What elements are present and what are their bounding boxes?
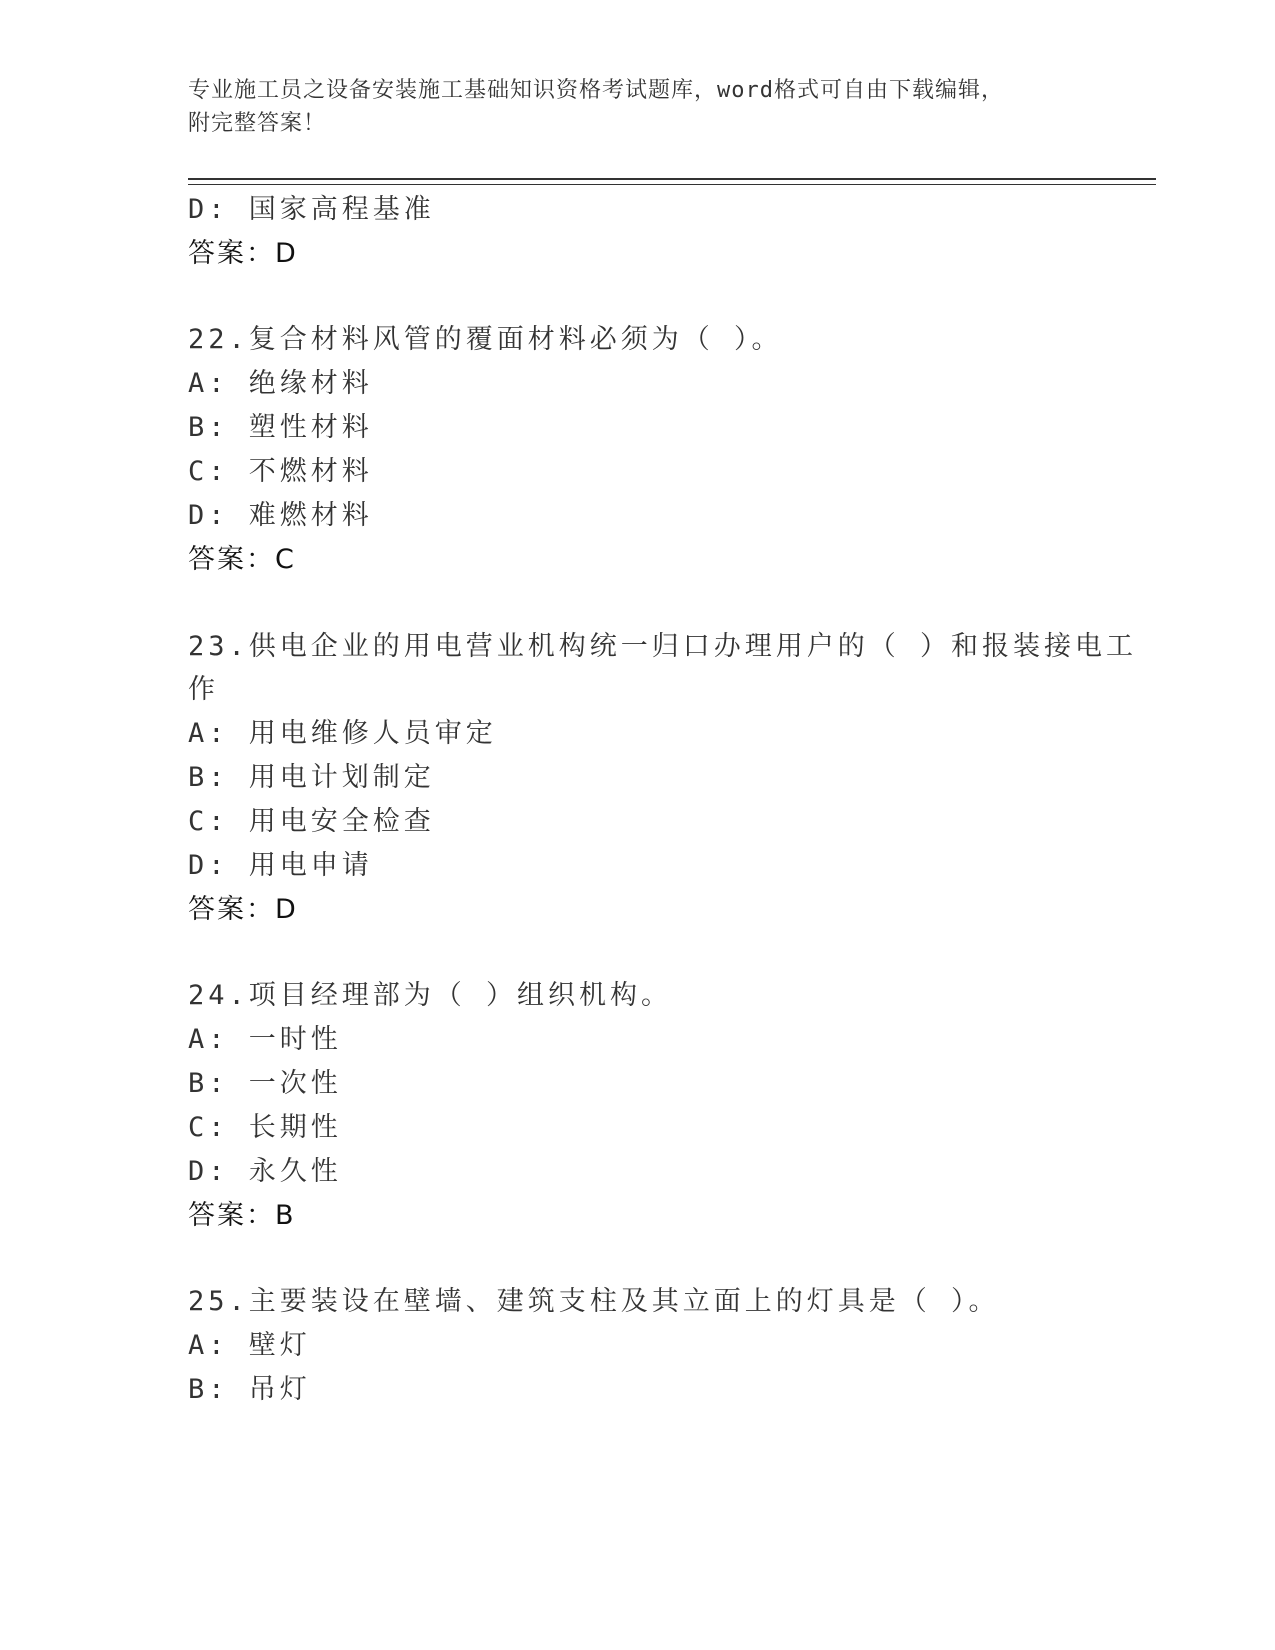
- q23-option-c: C: 用电安全检查: [188, 806, 435, 837]
- q23-option-a: A: 用电维修人员审定: [188, 718, 497, 749]
- q24-option-c: C: 长期性: [188, 1112, 342, 1143]
- header-line-1: 专业施工员之设备安装施工基础知识资格考试题库，word格式可自由下载编辑，: [188, 78, 1004, 103]
- q22-option-a: A: 绝缘材料: [188, 368, 373, 399]
- q25-option-b: B: 吊灯: [188, 1374, 311, 1405]
- q25-question: 25.主要装设在壁墙、建筑支柱及其立面上的灯具是（ ）。: [188, 1286, 1000, 1317]
- q22-option-b: B: 塑性材料: [188, 412, 373, 443]
- header-divider-thin: [188, 184, 1156, 185]
- q25-option-a: A: 壁灯: [188, 1330, 311, 1361]
- q24-answer: 答案：B: [188, 1200, 296, 1231]
- q24-option-b: B: 一次性: [188, 1068, 342, 1099]
- header-divider-thick: [188, 178, 1156, 180]
- prev-option-d: D: 国家高程基准: [188, 194, 435, 225]
- q24-question: 24.项目经理部为（ ）组织机构。: [188, 980, 673, 1011]
- document-header: [188, 74, 1088, 140]
- q22-answer: 答案：C: [188, 544, 296, 575]
- q22-option-d: D: 难燃材料: [188, 500, 373, 531]
- header-line-2: 附完整答案！: [188, 111, 327, 136]
- q23-question-line-1: 23.供电企业的用电营业机构统一归口办理用户的（ ）和报装接电工: [188, 631, 1138, 662]
- q24-option-a: A: 一时性: [188, 1024, 342, 1055]
- q23-option-b: B: 用电计划制定: [188, 762, 435, 793]
- q22-question: 22.复合材料风管的覆面材料必须为（ ）。: [188, 324, 783, 355]
- q23-answer: 答案：D: [188, 894, 298, 925]
- q24-option-d: D: 永久性: [188, 1156, 342, 1187]
- prev-answer: 答案：D: [188, 238, 298, 269]
- q23-option-d: D: 用电申请: [188, 850, 373, 881]
- q23-question-line-2: 作: [188, 674, 219, 705]
- q22-option-c: C: 不燃材料: [188, 456, 373, 487]
